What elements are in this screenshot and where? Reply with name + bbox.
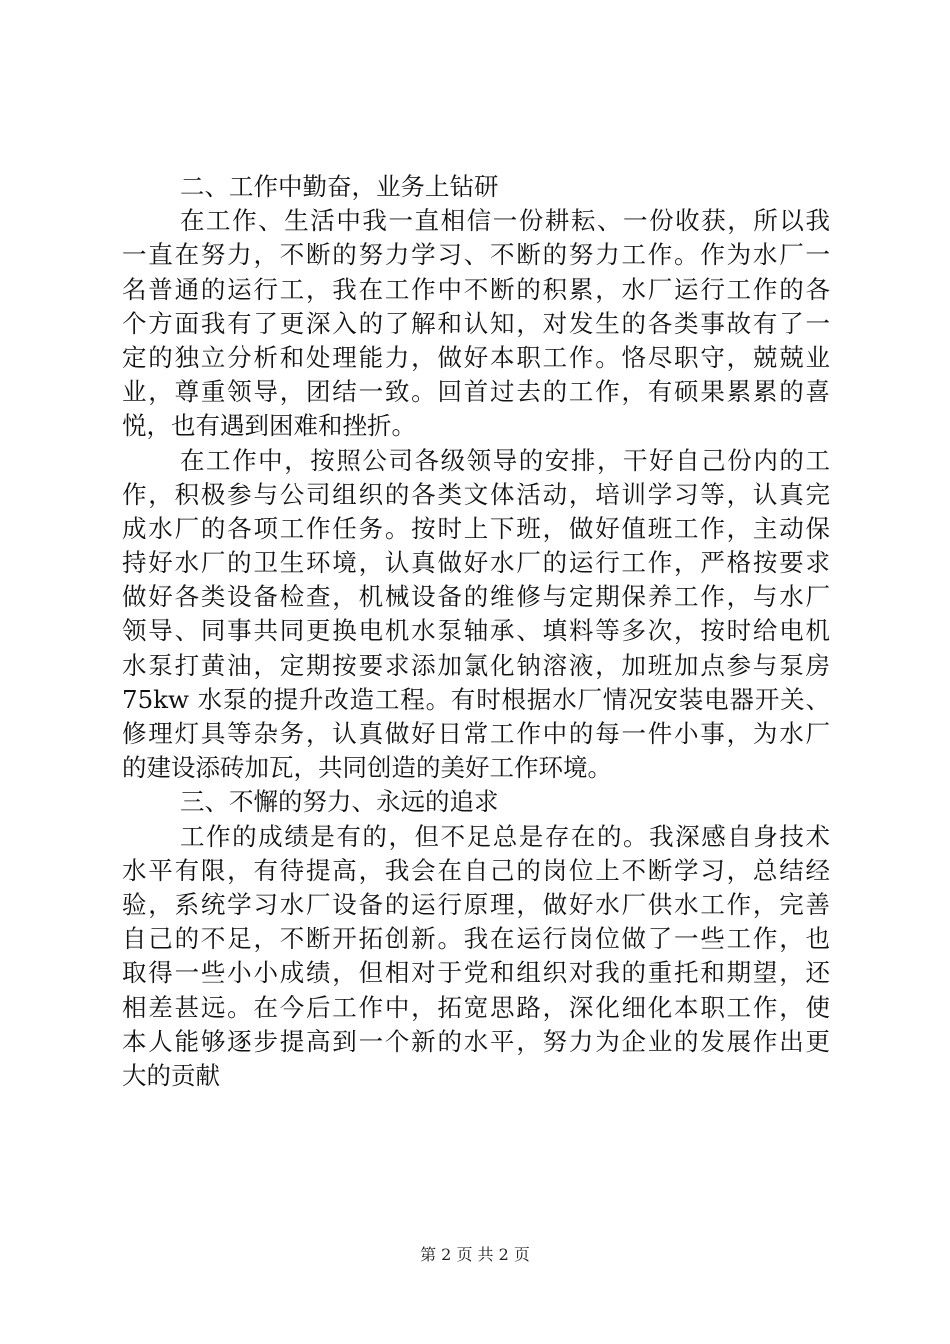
paragraph-line: 持好水厂的卫生环境，认真做好水厂的运行工作，严格按要求 — [122, 548, 830, 578]
paragraph-line: 作，积极参与公司组织的各类文体活动，培训学习等，认真完 — [122, 479, 830, 509]
paragraph-line: 一直在努力，不断的努力学习、不断的努力工作。作为水厂一 — [122, 240, 830, 270]
paragraph-line: 的建设添砖加瓦，共同创造的美好工作环境。 — [122, 753, 612, 783]
paragraph-line: 成水厂的各项工作任务。按时上下班，做好值班工作，主动保 — [122, 513, 830, 543]
paragraph-line: 在工作中，按照公司各级领导的安排，干好自己份内的工 — [180, 445, 830, 475]
section-heading — [122, 785, 830, 819]
paragraph-line: 本人能够逐步提高到一个新的水平，努力为企业的发展作出更 — [122, 1026, 830, 1056]
heading-text: 三、不懈的努力、永远的追求 — [180, 787, 499, 817]
paragraph — [122, 444, 830, 786]
paragraph-line: 验，系统学习水厂设备的运行原理，做好水厂供水工作，完善 — [122, 889, 830, 919]
paragraph-line: 相差甚远。在今后工作中，拓宽思路，深化细化本职工作，使 — [122, 992, 830, 1022]
paragraph-line: 业，尊重领导，团结一致。回首过去的工作，有硕果累累的喜 — [122, 377, 830, 407]
page-footer: 第 2 页 共 2 页 — [420, 1245, 530, 1264]
heading-text: 二、工作中勤奋，业务上钻研 — [180, 172, 499, 201]
paragraph-line: 水泵打黄油，定期按要求添加氯化钠溶液，加班加点参与泵房 — [122, 650, 830, 680]
paragraph-line: 定的独立分析和处理能力，做好本职工作。恪尽职守，兢兢业 — [122, 342, 830, 372]
paragraph-line: 水平有限，有待提高，我会在自己的岗位上不断学习，总结经 — [122, 855, 830, 885]
paragraph — [122, 204, 830, 443]
paragraph-line: 个方面我有了更深入的了解和认知，对发生的各类事故有了一 — [122, 308, 830, 338]
paragraph-line: 在工作、生活中我一直相信一份耕耘、一份收获，所以我 — [180, 206, 830, 236]
paragraph-line: 大的贡献 — [122, 1060, 220, 1090]
paragraph-line: 自己的不足，不断开拓创新。我在运行岗位做了一些工作，也 — [122, 924, 830, 954]
paragraph-line: 领导、同事共同更换电机水泵轴承、填料等多次，按时给电机 — [122, 616, 830, 646]
document-body — [122, 170, 830, 1093]
paragraph-line: 名普通的运行工，我在工作中不断的积累，水厂运行工作的各 — [122, 274, 830, 304]
paragraph-line: 工作的成绩是有的，但不足总是存在的。我深感自身技术 — [180, 821, 830, 851]
paragraph-line: 取得一些小小成绩，但相对于党和组织对我的重托和期望，还 — [122, 958, 830, 988]
paragraph-line: 75kw 水泵的提升改造工程。有时根据水厂情况安装电器开关、 — [122, 684, 830, 714]
paragraph-line: 悦，也有遇到困难和挫折。 — [122, 411, 416, 441]
paragraph-line: 做好各类设备检查，机械设备的维修与定期保养工作，与水厂 — [122, 582, 830, 612]
paragraph-line: 修理灯具等杂务，认真做好日常工作中的每一件小事，为水厂 — [122, 719, 830, 748]
section-heading — [122, 170, 830, 204]
paragraph — [122, 820, 830, 1094]
